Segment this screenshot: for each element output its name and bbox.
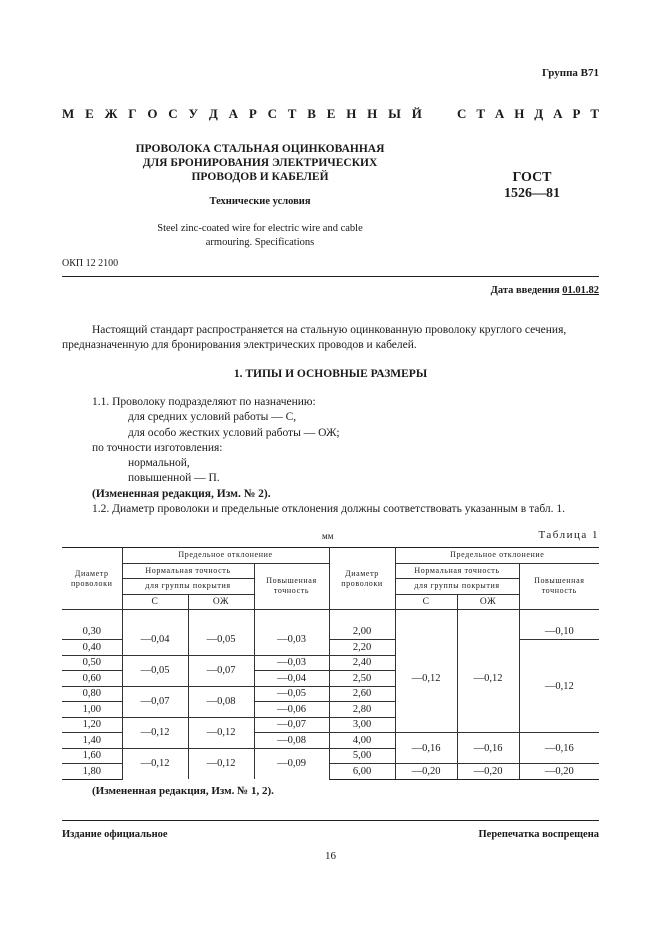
diameter-cell: 0,60 xyxy=(62,671,122,687)
table-number: Таблица 1 xyxy=(538,529,599,541)
header-limit-dev-right: Предельное отклонение xyxy=(395,548,599,564)
intro-paragraph xyxy=(62,323,599,354)
diameter-cell: 0,30 xyxy=(62,625,122,640)
edition-label: Издание официальное xyxy=(62,829,168,840)
intro-line: Настоящий стандарт распространяется на стальную оцинкованную проволоку круглого сечения, xyxy=(92,324,567,336)
dev-cell: —0,16 xyxy=(519,733,599,764)
dev-cell: —0,20 xyxy=(395,764,457,780)
header-oj-right: ОЖ xyxy=(457,594,519,610)
dev-cell: —0,06 xyxy=(254,702,329,718)
dev-cell: —0,12 xyxy=(519,640,599,733)
diameter-table xyxy=(62,547,599,780)
english-title xyxy=(110,222,410,250)
diameter-cell: 1,40 xyxy=(62,733,122,749)
standard-banner xyxy=(62,106,599,122)
para-1-1: 1.1. Проволоку подразделяют по назначению: xyxy=(92,396,316,408)
dev-cell: —0,07 xyxy=(188,655,254,686)
diameter-cell: 2,80 xyxy=(329,702,395,718)
diameter-cell: 6,00 xyxy=(329,764,395,780)
dev-cell: —0,10 xyxy=(519,625,599,640)
section-1-text xyxy=(62,395,599,517)
title-line: ПРОВОДОВ И КАБЕЛЕЙ xyxy=(191,171,329,183)
diameter-cell: 4,00 xyxy=(329,733,395,749)
reprint-notice: Перепечатка воспрещена xyxy=(478,829,599,840)
para-1-2: 1.2. Диаметр проволоки и предельные отклонения должны соответствовать указанным в табл. 1. xyxy=(92,503,566,516)
header-coating-right: для группы покрытия xyxy=(395,579,519,595)
date-label: Дата введения xyxy=(490,285,560,296)
dev-cell: —0,12 xyxy=(122,717,188,748)
table-unit: мм xyxy=(322,531,334,541)
table-row xyxy=(62,625,599,640)
page-number: 16 xyxy=(325,850,336,862)
diameter-cell: 2,20 xyxy=(329,640,395,656)
header-normal-right: Нормальная точность xyxy=(395,563,519,579)
edit-note-2: (Измененная редакция, Изм. № 1, 2). xyxy=(92,785,274,797)
document-subtitle: Технические условия xyxy=(209,196,311,207)
header-normal-left: Нормальная точность xyxy=(122,563,254,579)
diameter-cell: 2,60 xyxy=(329,686,395,702)
gost-label: ГОСТ xyxy=(512,170,552,185)
precision-normal: нормальной, xyxy=(128,457,190,470)
header-c-left: С xyxy=(122,594,188,610)
dev-cell: —0,04 xyxy=(254,671,329,687)
group-code: Группа В71 xyxy=(541,67,599,79)
purpose-hard: для особо жестких условий работы — ОЖ; xyxy=(128,426,340,439)
diameter-cell: 0,50 xyxy=(62,655,122,671)
edit-note-1: (Измененная редакция, Изм. № 2). xyxy=(92,487,271,500)
header-diameter-right: Диаметр проволоки xyxy=(329,548,395,610)
diameter-cell: 2,50 xyxy=(329,671,395,687)
banner-word-interstate: М Е Ж Г О С У Д А Р С Т В Е Н Н Ы Й xyxy=(62,106,422,121)
diameter-cell: 1,00 xyxy=(62,702,122,718)
dev-cell: —0,12 xyxy=(188,717,254,748)
diameter-cell: 0,80 xyxy=(62,686,122,702)
diameter-cell: 1,20 xyxy=(62,717,122,733)
dev-cell: —0,16 xyxy=(457,733,519,764)
dev-cell: —0,08 xyxy=(188,686,254,717)
dev-cell: —0,04 xyxy=(122,625,188,656)
gost-number: 1526—81 xyxy=(504,186,560,201)
precision-heading: по точности изготовления: xyxy=(92,441,223,454)
title-line: ПРОВОЛОКА СТАЛЬНАЯ ОЦИНКОВАННАЯ xyxy=(135,143,385,155)
header-coating-left: для группы покрытия xyxy=(122,579,254,595)
header-divider xyxy=(62,276,599,277)
dev-cell: —0,05 xyxy=(254,686,329,702)
diameter-cell: 2,00 xyxy=(329,625,395,640)
dev-cell: —0,05 xyxy=(122,655,188,686)
purpose-medium: для средних условий работы — С, xyxy=(128,411,297,424)
dev-cell: —0,16 xyxy=(395,733,457,764)
title-line: ДЛЯ БРОНИРОВАНИЯ ЭЛЕКТРИЧЕСКИХ xyxy=(142,157,378,169)
dev-cell: —0,03 xyxy=(254,625,329,656)
header-c-right: С xyxy=(395,594,457,610)
header-oj-left: ОЖ xyxy=(188,594,254,610)
header-increased-left: Повышенная точность xyxy=(254,563,329,610)
document-title xyxy=(110,142,410,184)
diameter-cell: 0,40 xyxy=(62,640,122,656)
dev-cell: —0,09 xyxy=(254,748,329,779)
dev-cell: —0,20 xyxy=(519,764,599,780)
english-title-line: Steel zinc-coated wire for electric wire and cable xyxy=(157,223,363,234)
section-title: 1. ТИПЫ И ОСНОВНЫЕ РАЗМЕРЫ xyxy=(233,368,428,380)
okp-code: ОКП 12 2100 xyxy=(62,258,119,269)
dev-cell: —0,12 xyxy=(188,748,254,779)
dev-cell: —0,12 xyxy=(457,625,519,733)
header-increased-right: Повышенная точность xyxy=(519,563,599,610)
dev-cell: —0,05 xyxy=(188,625,254,656)
header-diameter-left: Диаметр проволоки xyxy=(62,548,122,610)
diameter-cell: 5,00 xyxy=(329,748,395,764)
diameter-cell: 2,40 xyxy=(329,655,395,671)
diameter-cell: 1,80 xyxy=(62,764,122,780)
intro-line: предназначенную для бронирования электрических проводов и кабелей. xyxy=(62,339,417,352)
dev-cell: —0,12 xyxy=(122,748,188,779)
dev-cell: —0,03 xyxy=(254,655,329,671)
banner-word-standard: С Т А Н Д А Р Т xyxy=(457,106,599,121)
diameter-cell: 3,00 xyxy=(329,717,395,733)
dev-cell: —0,12 xyxy=(395,625,457,733)
introduction-date xyxy=(491,285,599,296)
dev-cell: —0,20 xyxy=(457,764,519,780)
precision-increased: повышенной — П. xyxy=(128,472,220,485)
diameter-cell: 1,60 xyxy=(62,748,122,764)
dev-cell: —0,07 xyxy=(122,686,188,717)
english-title-line: armouring. Specifications xyxy=(205,237,315,248)
header-limit-dev-left: Предельное отклонение xyxy=(122,548,329,564)
dev-cell: —0,08 xyxy=(254,733,329,749)
dev-cell: —0,07 xyxy=(254,717,329,733)
footer-divider xyxy=(62,820,599,821)
gost-number-block xyxy=(492,170,572,202)
date-value: 01.01.82 xyxy=(562,285,599,296)
